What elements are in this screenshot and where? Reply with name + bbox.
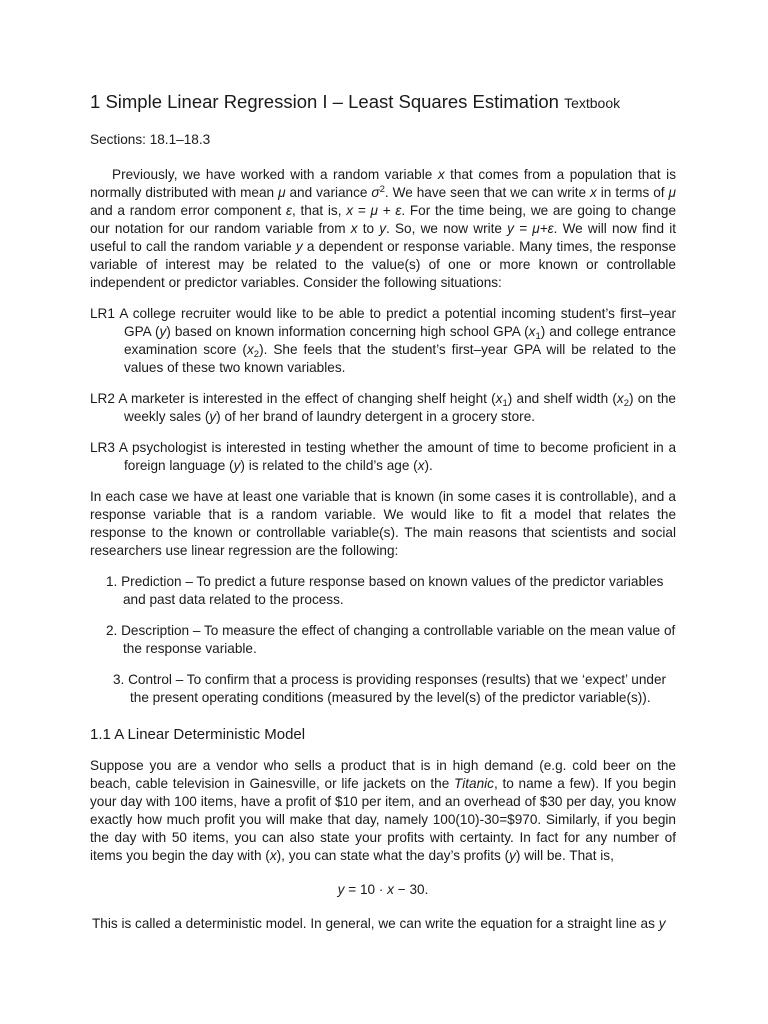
textbook-link[interactable]: Textbook <box>564 95 621 111</box>
document-page <box>90 90 676 933</box>
section-heading: 1.1 A Linear Deterministic Model <box>90 726 306 743</box>
situation-lr3: LR3 A psychologist is interested in testing whether the amount of time to become proficient in a foreign language (y) is related to the child’s age (x). <box>90 440 676 473</box>
reason-description: 2. Description – To measure the effect of changing a controllable variable on the mean value of the response variable. <box>106 623 676 656</box>
deterministic-equation: y = 10 · x − 30. <box>337 882 429 898</box>
chapter-number: 1 <box>90 91 101 112</box>
vendor-paragraph: Suppose you are a vendor who sells a product that is in high demand (e.g. cold beer on the beach, cable television in Gainesville, or life jackets on the Titanic, to name a few). If you begin your day with 100 items, have a profit of $10 per item, and an overhead of $30 per day, you know exactly how much profit you will make that day, namely 100(10)-30=$970. Similarly, if you begin the day with 50 items, you can also state your profits with certainty. In fact for any number of items you begin the day with (x), you can state what the day’s profits (y) will be. That is, <box>90 758 677 864</box>
reason-control: 3. Control – To confirm that a process is providing responses (results) that we ‘expect’ under the present operating conditions (measured by the level(s) of the predictor variable(s)). <box>113 672 667 705</box>
page-title <box>90 90 676 115</box>
intro-paragraph: Previously, we have worked with a random variable x that comes from a population that is normally distributed with mean μ and variance $\sigma^2$. We have seen that we can write x in terms of μ and a random error component ε, that is, x = μ + ε. For the time being, we are going to change our notation for our random variable from x to y. So, we now write y = μ+ε. We will now find it useful to call the random variable y a dependent or response variable. Many times, the response variable of interest may be related to the value(s) of one or more known or controllable independent or predictor variables. Consider the following situations: <box>90 167 677 290</box>
sections-reference: Sections: 18.1–18.3 <box>90 132 211 147</box>
chapter-title: Simple Linear Regression I – Least Squares Estimation <box>105 91 559 112</box>
reason-prediction: 1. Prediction – To predict a future response based on known values of the predictor variables and past data related to the process. <box>106 574 664 607</box>
deterministic-model-paragraph: This is called a deterministic model. In general, we can write the equation for a straight line as y <box>92 916 666 932</box>
situation-lr1: LR1 A college recruiter would like to be able to predict a potential incoming student’s first–year GPA (y) based on known information concerning high school GPA $(x_1)$ and college entrance examination score $(x_2)$. She feels that the student’s first–year GPA will be related to the values of these two known variables. <box>90 306 677 375</box>
situation-lr2: LR2 A marketer is interested in the effect of changing shelf height $(x_1)$ and shelf width $(x_2)$ on the weekly sales (y) of her brand of laundry detergent in a grocery store. <box>90 391 676 424</box>
reasons-intro-paragraph: In each case we have at least one variable that is known (in some cases it is controllable), and a response variable that is a random variable. We would like to fit a model that relates the response to the known or controllable variable(s). The main reasons that scientists and social researchers use linear regression are the following: <box>90 489 676 558</box>
